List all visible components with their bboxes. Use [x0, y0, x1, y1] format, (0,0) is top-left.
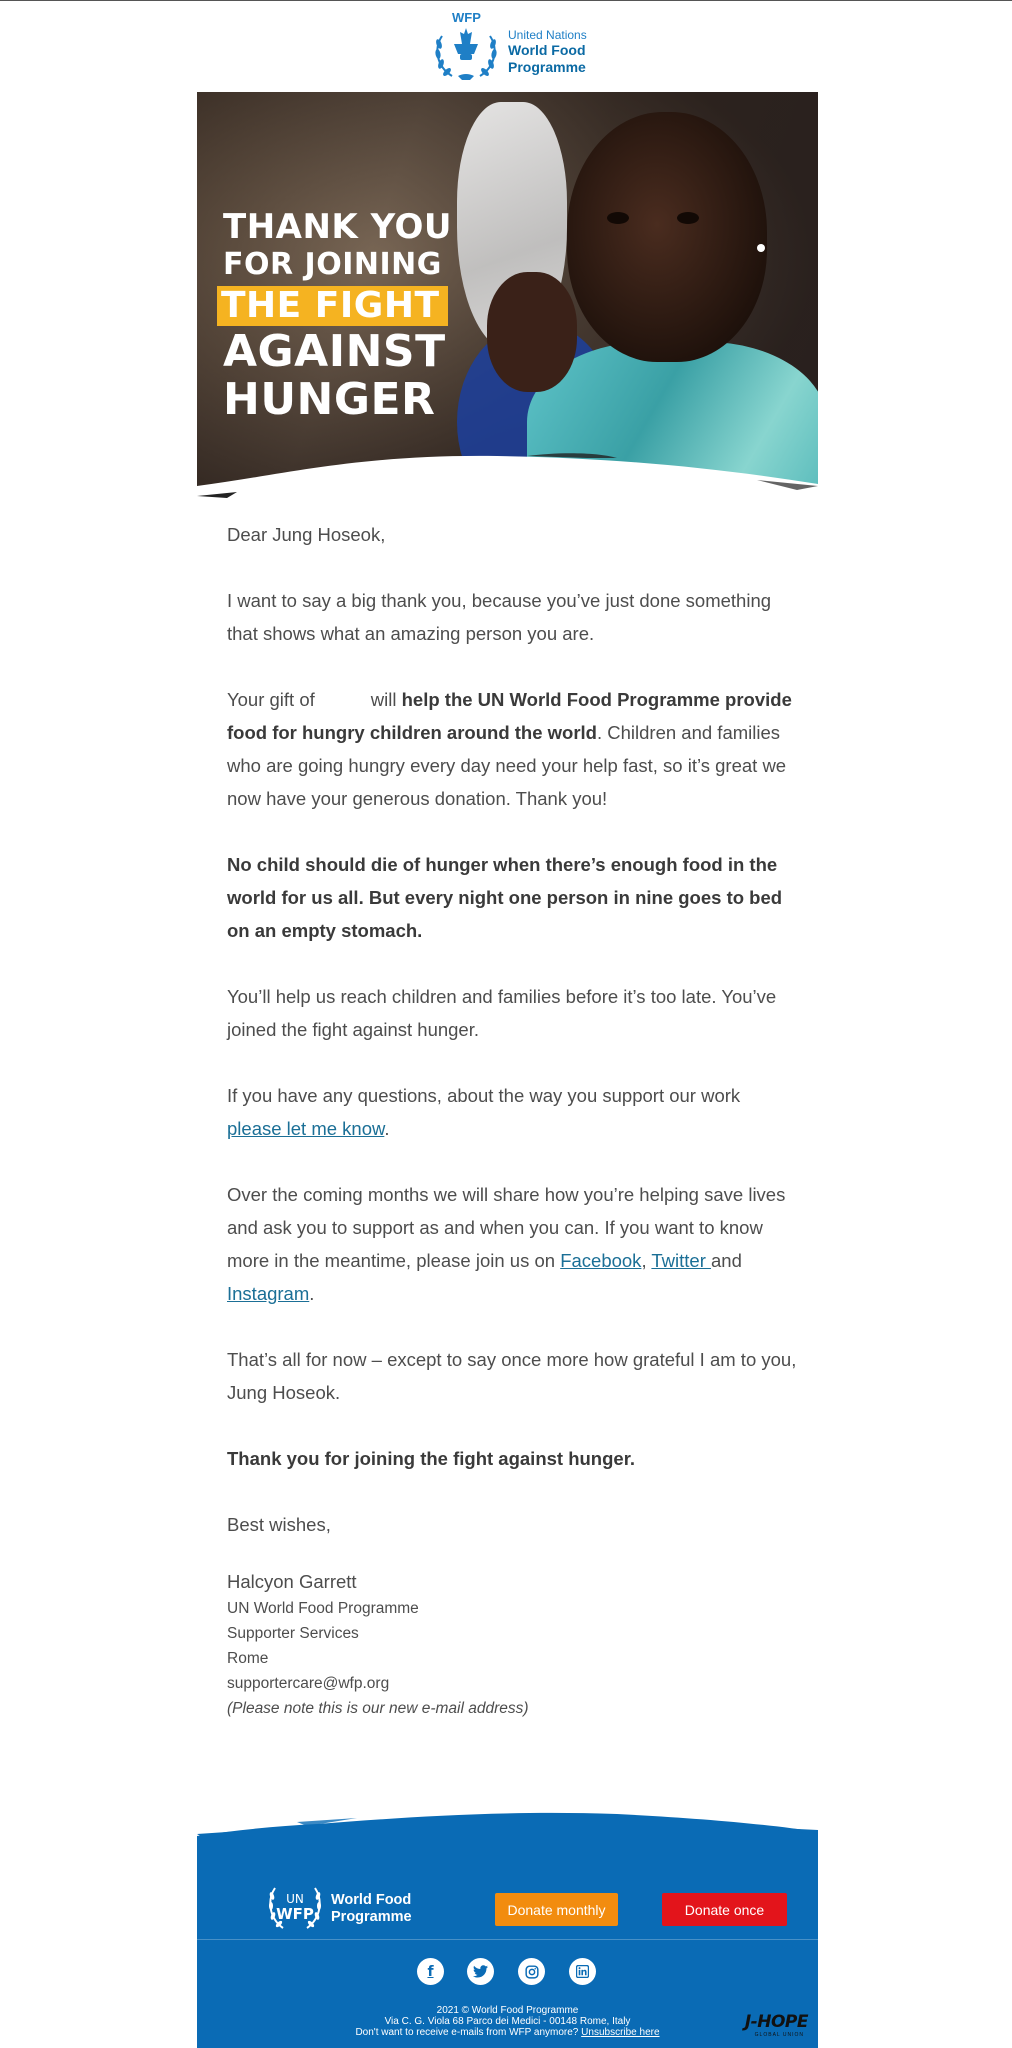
footer-emblem-icon	[265, 1878, 325, 1934]
hunger-fact-bold: No child should die of hunger when there’s enough food in the world for us all. But every night one person in nine goes to bed on an empty stomach.	[227, 854, 783, 941]
instagram-link[interactable]: Instagram	[227, 1283, 310, 1304]
social-comma: ,	[641, 1250, 647, 1271]
footer-logo-line1: World Food	[331, 1892, 412, 1908]
paragraph-gift	[227, 683, 797, 815]
logo-abbrev: WFP	[452, 10, 481, 25]
hero-line-5: HUNGER	[223, 374, 436, 425]
footer-logo-line2: Programme	[331, 1909, 412, 1925]
instagram-icon[interactable]	[518, 1958, 545, 1985]
contact-link[interactable]: please let me know	[227, 1118, 385, 1139]
social-text: Over the coming months we will share how you’re helping save lives and ask you to support as and when you can. If you want to know more in the meantime, please join us on	[227, 1184, 786, 1271]
closing: Best wishes,	[227, 1514, 331, 1535]
footer-wfp-logo[interactable]	[265, 1878, 415, 1934]
unsubscribe-text: Don't want to receive e-mails from WFP anymore?	[355, 2027, 579, 2038]
hero-line-4: AGAINST	[223, 326, 446, 377]
signature-org: UN World Food Programme	[227, 1600, 419, 1617]
hero-headline	[221, 207, 453, 425]
unsubscribe-link[interactable]: Unsubscribe here	[581, 2027, 660, 2038]
logo-name-line2: Programme	[508, 59, 586, 75]
donate-once-button[interactable]: Donate once	[662, 1893, 787, 1926]
signature	[227, 1568, 797, 1721]
hero-brush-edge	[197, 446, 818, 506]
logo-org: United Nations	[508, 28, 587, 42]
paragraph-questions	[227, 1079, 797, 1145]
social-links	[417, 1958, 597, 1986]
logo-name-line1: World Food	[508, 42, 586, 58]
signature-note: (Please note this is our new e-mail address)	[227, 1700, 529, 1717]
social-end: .	[309, 1283, 315, 1304]
footer-logo-wfp: WFP	[276, 1905, 314, 1923]
jhope-watermark: J-HOPE	[744, 2012, 808, 2032]
gift-end: . Children and families who are going hungry every day need your help fast, so it’s great we now have your generous donation. Thank you!	[227, 722, 787, 809]
twitter-icon[interactable]	[467, 1958, 494, 1985]
hero-child-eye	[677, 212, 699, 224]
hero-child-eye	[607, 212, 629, 224]
footer	[197, 1866, 818, 2048]
signature-city: Rome	[227, 1650, 269, 1667]
paragraph-closing-thanks	[227, 1442, 797, 1475]
footer-brush-edge	[197, 1800, 818, 1870]
jhope-watermark-sub: GLOBAL UNION	[754, 2032, 804, 2038]
social-and: and	[711, 1250, 742, 1271]
hero-earring	[757, 244, 765, 252]
signature-email: supportercare@wfp.org	[227, 1675, 390, 1692]
hero-child-head	[567, 112, 767, 362]
signature-name: Halcyon Garrett	[227, 1571, 357, 1592]
questions-text: If you have any questions, about the way you support our work	[227, 1085, 741, 1106]
paragraph-grateful: That’s all for now – except to say once more how grateful I am to you, Jung Hoseok.	[227, 1349, 797, 1403]
donate-monthly-button[interactable]: Donate monthly	[495, 1893, 618, 1926]
facebook-link[interactable]: Facebook	[560, 1250, 642, 1271]
footer-divider	[197, 1939, 818, 1940]
footer-address: Via C. G. Viola 68 Parco dei Medici - 00148 Rome, Italy	[384, 2016, 631, 2027]
hero-line-1: THANK YOU	[223, 207, 453, 247]
paragraph-hunger-fact	[227, 848, 797, 947]
wfp-logo[interactable]	[430, 8, 600, 84]
gift-intro: Your gift of	[227, 689, 315, 710]
linkedin-icon[interactable]	[569, 1958, 596, 1985]
signature-dept: Supporter Services	[227, 1625, 359, 1642]
facebook-icon[interactable]: f	[417, 1958, 444, 1985]
letter-body	[227, 518, 797, 1721]
hero-line-2: FOR JOINING	[223, 247, 442, 282]
closing-thanks-bold: Thank you for joining the fight against hunger.	[227, 1448, 636, 1469]
hero-child-hand	[487, 272, 577, 392]
paragraph-thanks: I want to say a big thank you, because you’ve just done something that shows what an amazing person you are.	[227, 590, 772, 644]
footer-legal	[197, 2005, 818, 2038]
hero-banner	[197, 92, 818, 506]
top-border	[0, 0, 1012, 1]
paragraph-social	[227, 1178, 797, 1310]
paragraph-reach: You’ll help us reach children and families before it’s too late. You’ve joined the fight against hunger.	[227, 986, 777, 1040]
gift-bold: help the UN World Food Programme provide food for hungry children around the world	[227, 689, 792, 743]
footer-logo-un: UN	[286, 1892, 304, 1906]
footer-unsubscribe-line	[197, 2027, 818, 2038]
twitter-link[interactable]: Twitter	[651, 1250, 712, 1271]
gift-will: will	[370, 689, 397, 710]
hero-line-3-highlight: THE FIGHT	[217, 286, 448, 326]
questions-end: .	[384, 1118, 390, 1139]
footer-copyright: 2021 © World Food Programme	[436, 2005, 579, 2016]
greeting: Dear Jung Hoseok,	[227, 524, 386, 545]
